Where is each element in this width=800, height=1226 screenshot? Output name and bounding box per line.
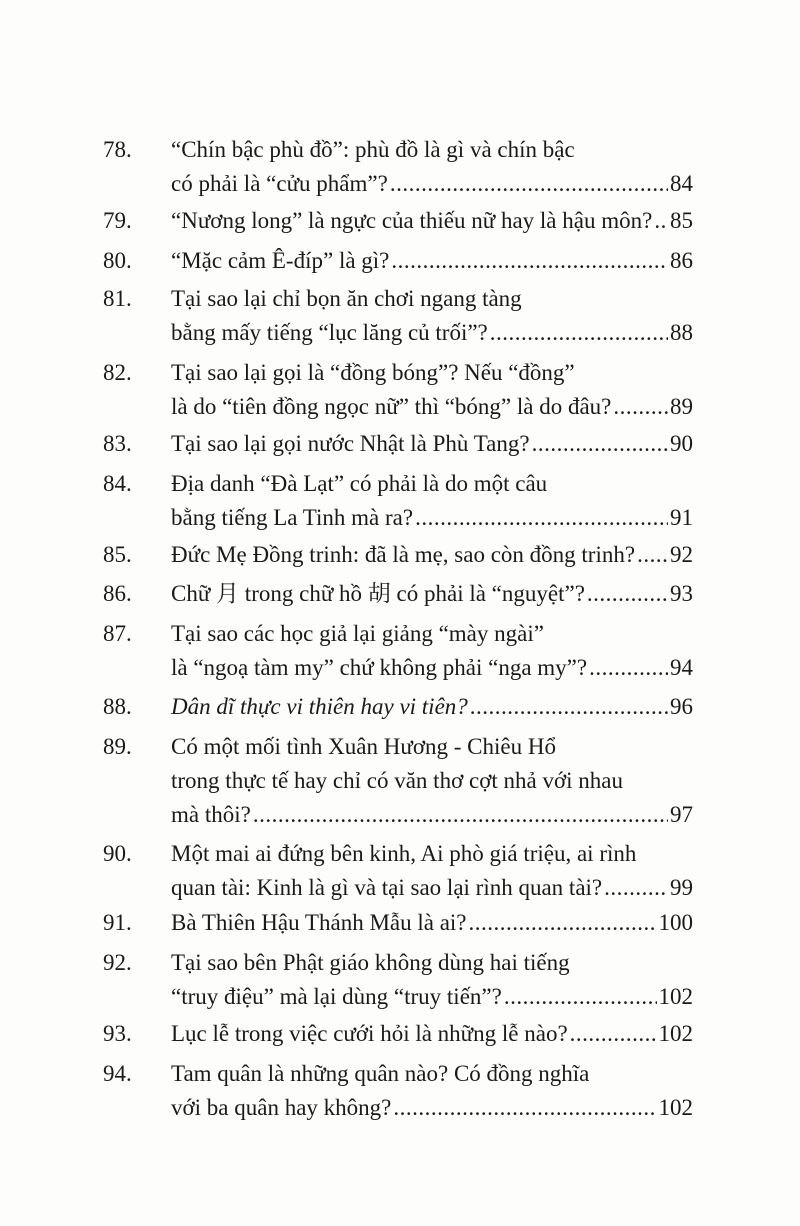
dot-leader	[613, 390, 668, 424]
entry-title-line: Một mai ai đứng bên kinh, Ai phò giá triệu, ai rình	[171, 841, 637, 866]
page-number: 102	[658, 1095, 693, 1120]
entry-title-line: Bà Thiên Hậu Thánh Mẫu là ai?	[171, 910, 467, 935]
entry-title-line: Có một mối tình Xuân Hương - Chiêu Hổ	[171, 734, 556, 759]
dot-leader	[469, 906, 657, 940]
entry-title-line: “Nương long” là ngực của thiếu nữ hay là hậu môn?	[171, 208, 653, 233]
entry-number: 85.	[103, 542, 132, 567]
entry-title-line: là do “tiên đồng ngọc nữ” thì “bóng” là do đâu?	[171, 394, 612, 419]
page-number: 89	[670, 394, 693, 419]
page-number: 100	[658, 910, 693, 935]
entry-title-line: Tại sao bên Phật giáo không dùng hai tiếng	[171, 950, 570, 975]
entry-number: 79.	[103, 208, 132, 233]
dot-leader	[587, 577, 668, 611]
entry-number: 78.	[103, 137, 132, 162]
entry-number: 89.	[103, 734, 132, 759]
entry-number: 80.	[103, 248, 132, 273]
page-number: 90	[670, 431, 693, 456]
entry-title-line: có phải là “cửu phẩm”?	[171, 171, 388, 196]
dot-leader	[490, 316, 668, 350]
page-number: 84	[670, 171, 693, 196]
page-number: 91	[670, 505, 693, 530]
entry-number: 91.	[103, 910, 132, 935]
dot-leader	[470, 690, 668, 724]
entry-title-line: Chữ 月 trong chữ hồ 胡 có phải là “nguyệt”?	[171, 581, 585, 606]
entry-number: 92.	[103, 950, 132, 975]
entry-title-line: bằng mấy tiếng “lục lăng củ trối”?	[171, 320, 488, 345]
page-number: 93	[670, 581, 693, 606]
dot-leader	[570, 1017, 657, 1051]
entry-title-line: trong thực tế hay chỉ có văn thơ cợt nhả với nhau	[171, 768, 623, 793]
entry-number: 87.	[103, 621, 132, 646]
entry-title-line: Tại sao lại gọi là “đồng bóng”? Nếu “đồng”	[171, 360, 575, 385]
dot-leader	[589, 651, 668, 685]
entry-number: 90.	[103, 841, 132, 866]
entry-number: 81.	[103, 286, 132, 311]
page-number: 85	[670, 208, 693, 233]
entry-number: 84.	[103, 471, 132, 496]
page-number: 96	[670, 694, 693, 719]
entry-title-line: “Mặc cảm Ê-đíp” là gì?	[171, 248, 390, 273]
entry-title-line: Tại sao các học giả lại giảng “mày ngài”	[171, 621, 544, 646]
entry-title-line: Địa danh “Đà Lạt” có phải là do một câu	[171, 471, 548, 496]
dot-leader	[637, 538, 668, 572]
entry-number: 88.	[103, 694, 132, 719]
entry-title-line: Tam quân là những quân nào? Có đồng nghĩa	[171, 1061, 590, 1086]
entry-title-line: Tại sao lại gọi nước Nhật là Phù Tang?	[171, 431, 530, 456]
entry-title-line: với ba quân hay không?	[171, 1095, 392, 1120]
entry-title-line: Tại sao lại chỉ bọn ăn chơi ngang tàng	[171, 286, 522, 311]
page-number: 92	[670, 542, 693, 567]
page-number: 99	[670, 875, 693, 900]
entry-title-line: “Chín bậc phù đồ”: phù đồ là gì và chín bậc	[171, 137, 575, 162]
dot-leader	[415, 501, 668, 535]
dot-leader	[390, 167, 668, 201]
page-number: 86	[670, 248, 693, 273]
dot-leader	[504, 980, 657, 1014]
entry-title-line: “truy điệu” mà lại dùng “truy tiến”?	[171, 984, 502, 1009]
entry-title-line: Đức Mẹ Đồng trinh: đã là mẹ, sao còn đồng trinh?	[171, 542, 636, 567]
entry-title-line: quan tài: Kinh là gì và tại sao lại rình quan tài?	[171, 875, 603, 900]
entry-title-line: là “ngoạ tàm my” chứ không phải “nga my”?	[171, 655, 588, 680]
page-number: 102	[658, 984, 693, 1009]
entry-title-line: mà thôi?	[171, 802, 251, 827]
page-number: 102	[658, 1021, 693, 1046]
entry-title-line: Lục lễ trong việc cưới hỏi là những lễ nào?	[171, 1021, 568, 1046]
entry-title-line: Dân dĩ thực vi thiên hay vi tiên?	[171, 694, 468, 719]
page-number: 97	[670, 802, 693, 827]
page-number: 94	[670, 655, 693, 680]
dot-leader	[654, 204, 668, 238]
dot-leader	[604, 871, 668, 905]
dot-leader	[253, 798, 668, 832]
dot-leader	[532, 427, 668, 461]
entry-number: 86.	[103, 581, 132, 606]
entry-number: 83.	[103, 431, 132, 456]
page-number: 88	[670, 320, 693, 345]
dot-leader	[391, 244, 668, 278]
entry-number: 94.	[103, 1061, 132, 1086]
entry-number: 82.	[103, 360, 132, 385]
entry-title-line: bằng tiếng La Tinh mà ra?	[171, 505, 414, 530]
entry-number: 93.	[103, 1021, 132, 1046]
dot-leader	[393, 1091, 656, 1125]
